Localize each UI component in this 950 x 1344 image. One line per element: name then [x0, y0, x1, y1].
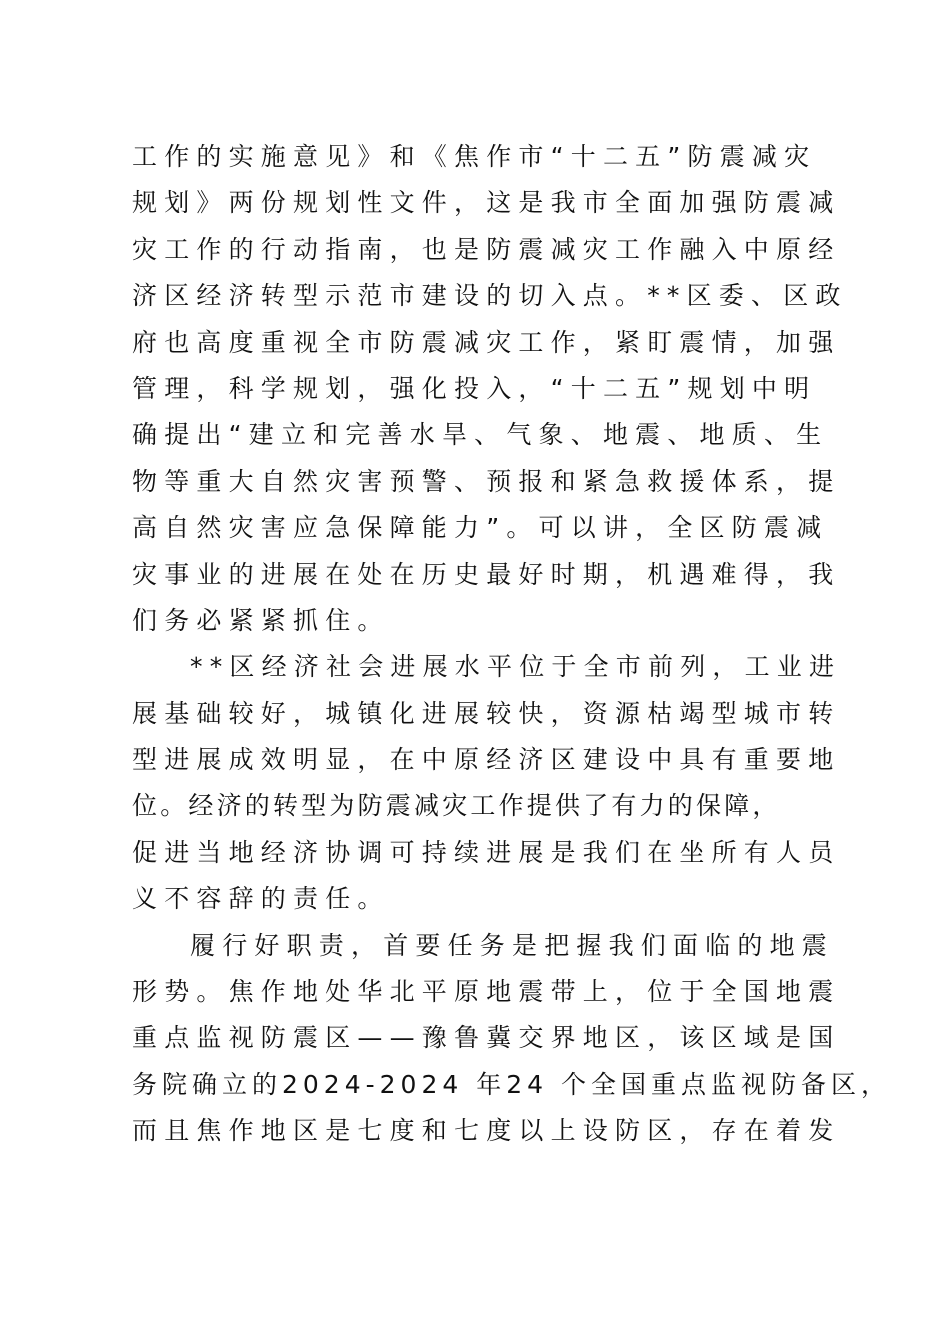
text-line: 促进当地经济协调可持续进展是我们在坐所有人员 — [132, 837, 841, 867]
text-line: 府也高度重视全市防震减灾工作，紧盯震情，加强 — [132, 327, 841, 357]
text-line: 重点监视防震区——豫鲁冀交界地区，该区域是国 — [132, 1023, 841, 1053]
text-line: 灾工作的行动指南，也是防震减灾工作融入中原经 — [132, 234, 841, 264]
text-line: 济区经济转型示范市建设的切入点。**区委、区政 — [132, 281, 848, 311]
text-line: 位。经济的转型为防震减灾工作提供了有力的保障， — [132, 791, 781, 821]
text-line: 而且焦作地区是七度和七度以上设防区，存在着发 — [132, 1116, 841, 1146]
text-line: 工作的实施意见》和《焦作市“十二五”防震减灾 — [132, 142, 817, 171]
text-line: 务院确立的2024-2024 年24 个全国重点监视防备区， — [132, 1069, 891, 1099]
text-line: 形势。焦作地处华北平原地震带上，位于全国地震 — [132, 977, 841, 1007]
body-text — [132, 134, 891, 1155]
text-line: 展基础较好，城镇化进展较快，资源枯竭型城市转 — [132, 698, 841, 728]
text-line: 高自然灾害应急保障能力”。可以讲，全区防震减 — [132, 513, 829, 543]
text-line: 确提出“建立和完善水旱、气象、地震、地质、生 — [132, 420, 829, 450]
text-line: 管理，科学规划，强化投入，“十二五”规划中明 — [132, 373, 817, 403]
text-line: 型进展成效明显，在中原经济区建设中具有重要地 — [132, 745, 841, 775]
paragraph-start-line: 履行好职责，首要任务是把握我们面临的地震 — [190, 930, 835, 960]
text-line: 们务必紧紧抓住。 — [132, 605, 390, 635]
paragraph-start-line: **区经济社会进展水平位于全市前列，工业进 — [190, 652, 842, 682]
text-line: 灾事业的进展在处在历史最好时期，机遇难得，我 — [132, 559, 841, 589]
text-line: 规划》两份规划性文件，这是我市全面加强防震减 — [132, 188, 841, 218]
text-line: 义不容辞的责任。 — [132, 884, 390, 914]
text-line: 物等重大自然灾害预警、预报和紧急救援体系，提 — [132, 466, 841, 496]
